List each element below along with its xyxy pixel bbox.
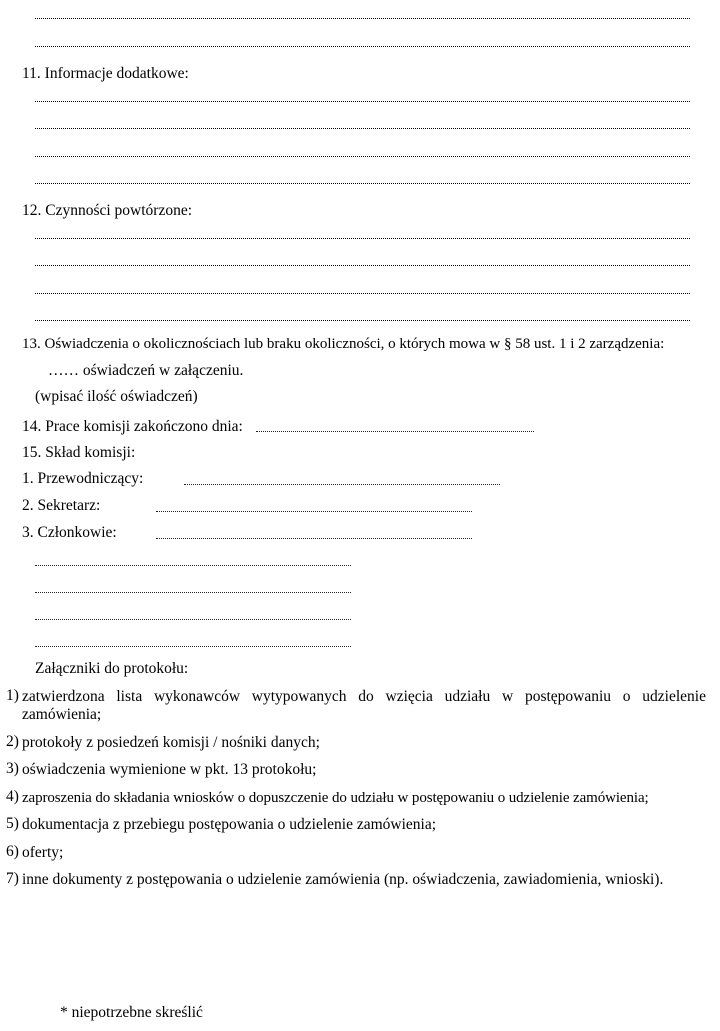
fill-line[interactable] [35,293,690,294]
fill-line [35,18,690,19]
section-14-label: 14. Prace komisji zakończono dnia: [22,418,243,435]
fill-line[interactable] [35,128,690,129]
attachment-number: 1) [6,687,19,704]
statements-count-hint: (wpisać ilość oświadczeń) [35,388,198,405]
attachment-text-continuation: zamówienia; [22,706,102,723]
secretary-label: 2. Sekretarz: [22,497,101,514]
attachment-text: inne dokumenty z postępowania o udzielenie zamówienia (np. oświadczenia, zawiadomienia, wnioski). [22,871,664,888]
member-field[interactable] [35,646,351,647]
attachment-number: 7) [6,870,19,887]
attachment-number: 3) [6,760,19,777]
attachment-text: zaproszenia do składania wniosków o dopuszczenie do udziału w postępowaniu o udzielenie zamówienia; [22,790,649,806]
attachment-item-2 [6,734,706,752]
member-field[interactable] [35,592,351,593]
footnote: * niepotrzebne skreślić [60,1004,203,1021]
attachment-text: dokumentacja z przebiegu postępowania o udzielenie zamówienia; [22,816,437,833]
attachment-item-3 [6,761,706,779]
fill-line[interactable] [35,265,690,266]
fill-line[interactable] [35,156,690,157]
fill-line[interactable] [35,101,690,102]
secretary-field[interactable] [156,511,472,512]
fill-line[interactable] [35,238,690,239]
attachment-item-1 [6,688,706,724]
fill-line [35,46,690,47]
attachment-number: 5) [6,815,19,832]
attachment-text: oświadczenia wymienione w pkt. 13 protokołu; [22,761,317,778]
member-field[interactable] [35,565,351,566]
member-field[interactable] [35,619,351,620]
attachment-item-7 [6,871,706,889]
section-11-label: 11. Informacje dodatkowe: [22,65,189,82]
section-15-label: 15. Skład komisji: [22,444,136,461]
attachment-item-5 [6,816,706,834]
chair-field[interactable] [184,484,500,485]
attachment-number: 2) [6,733,19,750]
chair-label: 1. Przewodniczący: [22,470,144,487]
attachment-text: oferty; [22,844,64,861]
section-12-label: 12. Czynności powtórzone: [22,202,193,219]
attachment-item-6 [6,844,706,862]
members-label: 3. Członkowie: [22,524,117,541]
member-field[interactable] [156,538,472,539]
statements-count-line: …… oświadczeń w załączeniu. [48,362,244,379]
end-date-field[interactable] [256,431,534,432]
section-13-label: 13. Oświadczenia o okolicznościach lub braku okoliczności, o których mowa w § 58 ust. 1 i 2 zarządzenia: [22,336,665,352]
attachment-text: zatwierdzona lista wykonawców wytypowanych do wzięcia udziału w postępowaniu o udzielenie [22,688,706,705]
fill-line[interactable] [35,183,690,184]
attachment-item-4 [6,789,706,807]
attachment-text: protokoły z posiedzeń komisji / nośniki danych; [22,734,320,751]
attachments-title: Załączniki do protokołu: [35,660,189,677]
fill-line[interactable] [35,320,690,321]
attachment-number: 6) [6,843,19,860]
attachment-number: 4) [6,788,19,805]
